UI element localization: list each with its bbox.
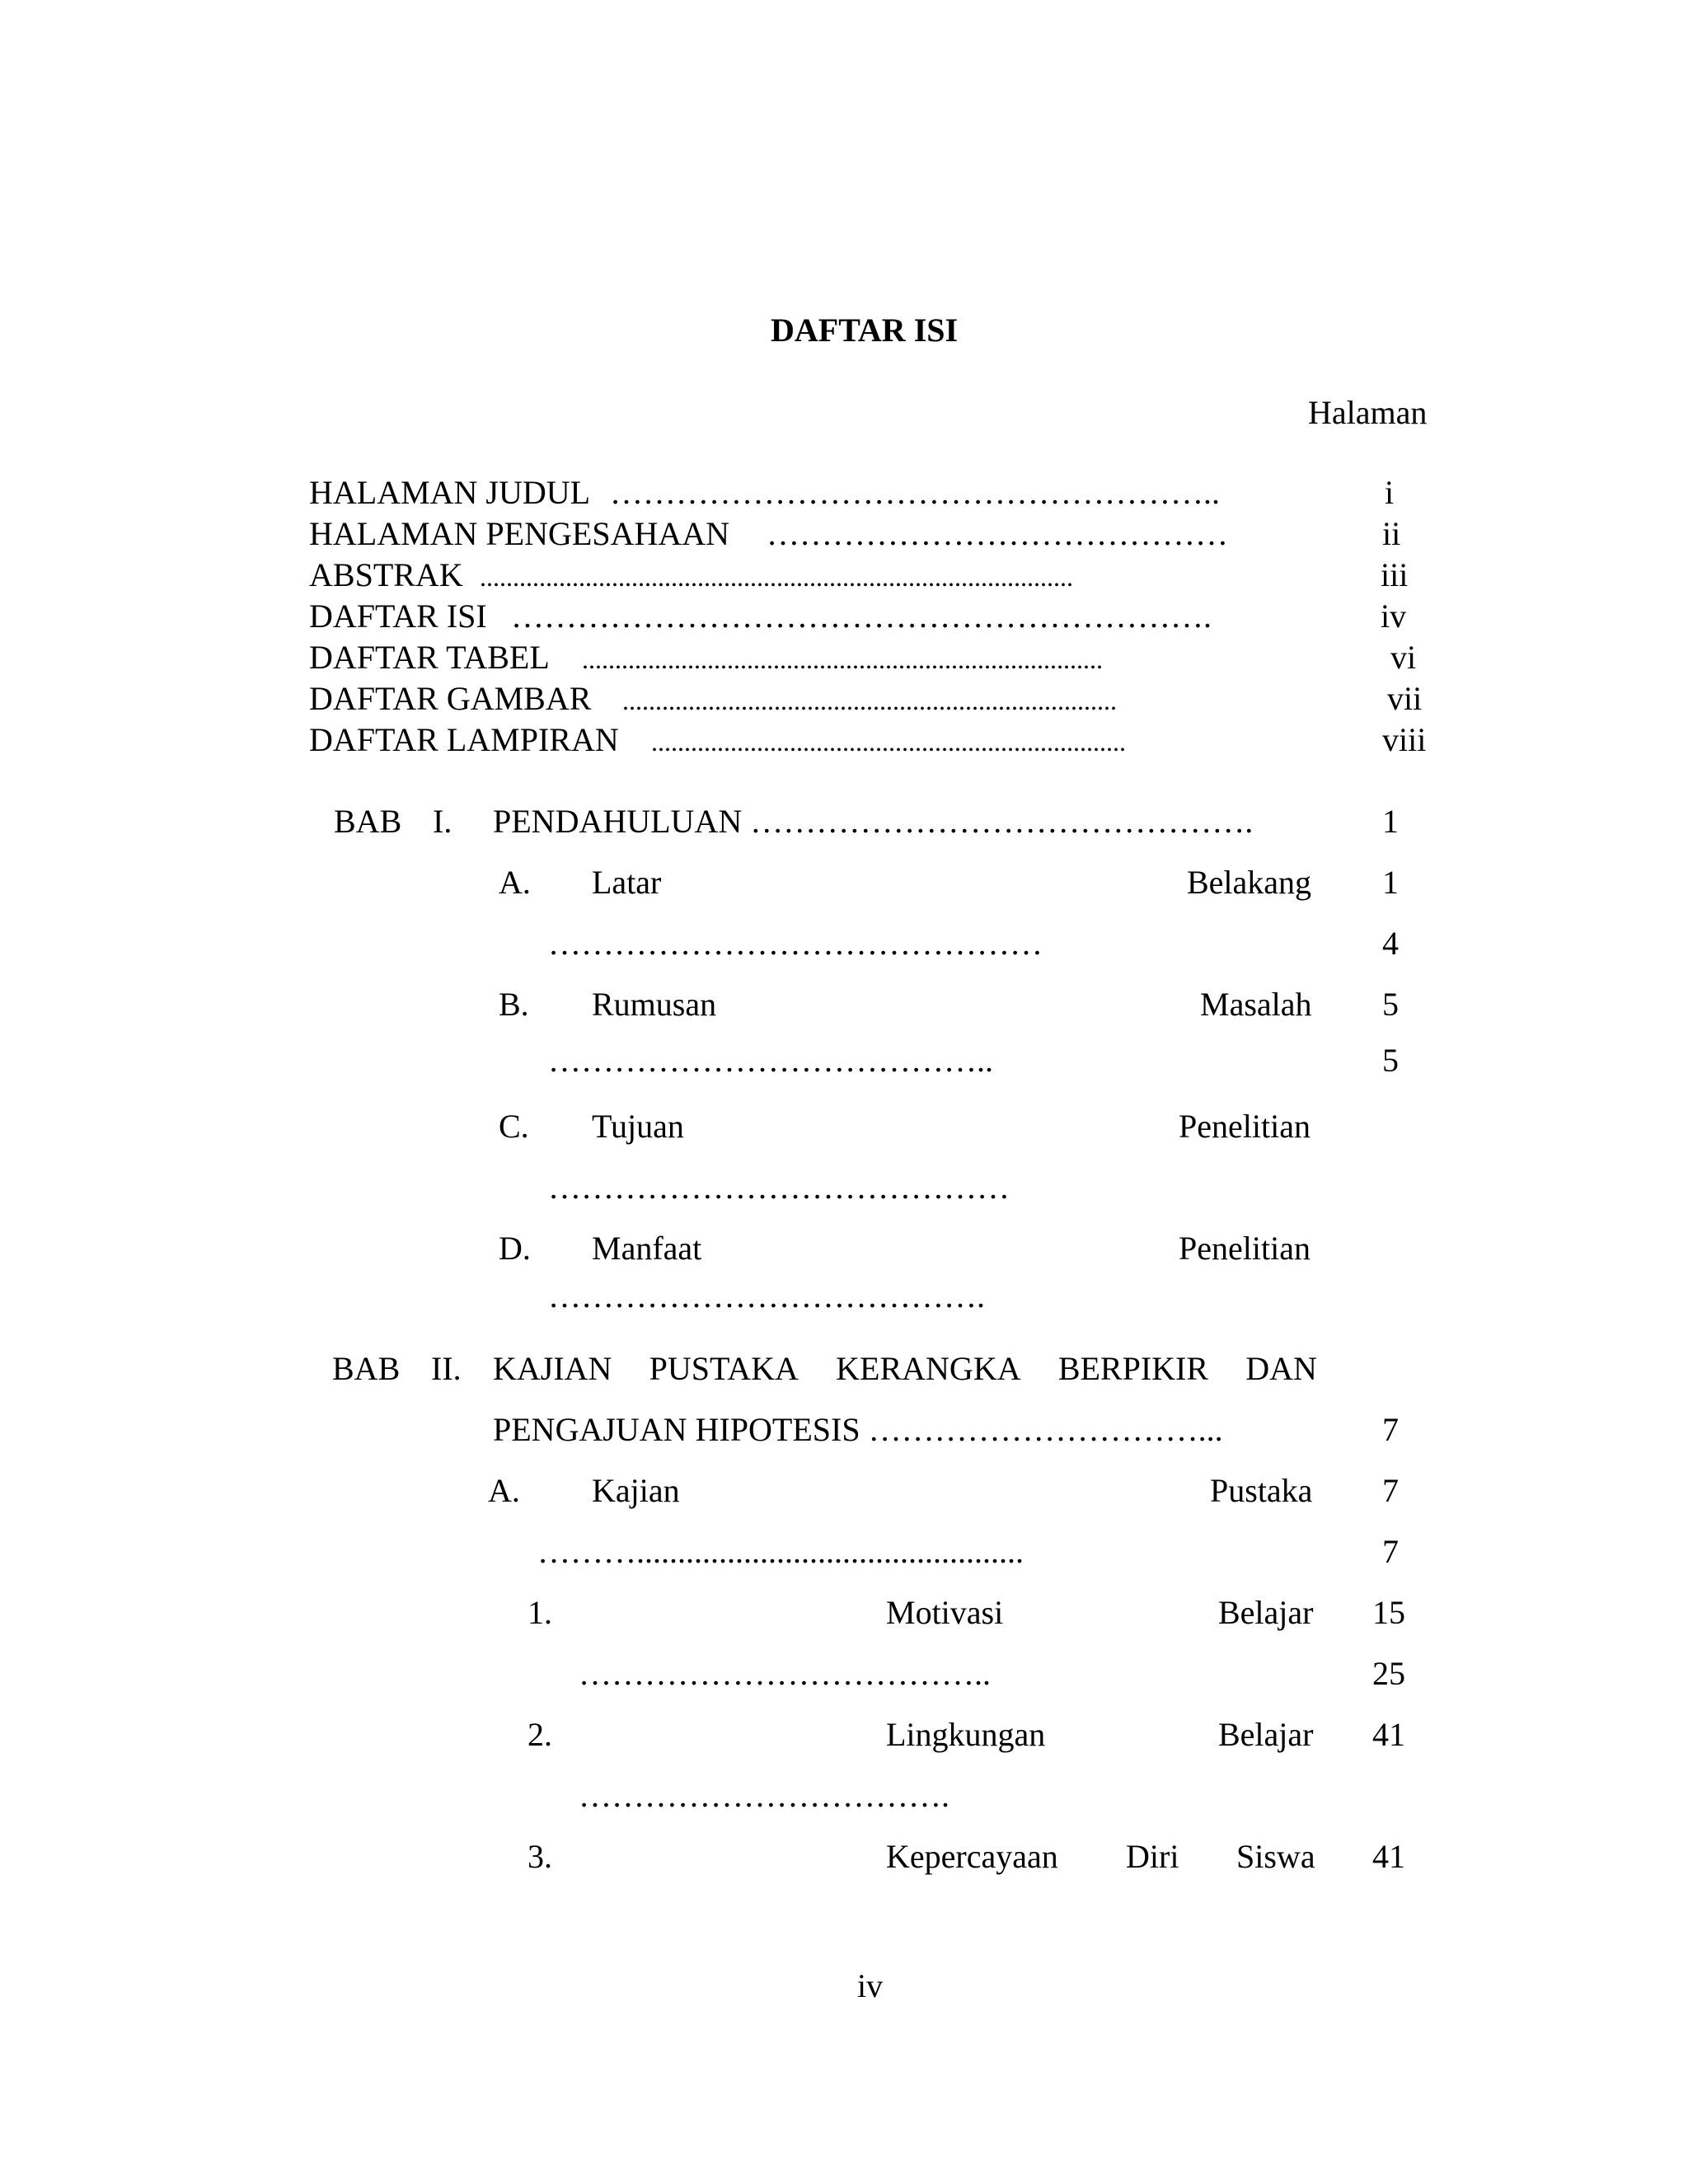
subsection-title-word[interactable]: Siswa [1236,1838,1315,1875]
chapter-bab: BAB [332,1350,401,1387]
section-title-word[interactable]: Masalah [1200,986,1312,1023]
subsection-number: 3. [528,1838,552,1875]
toc-entry-page: iii [1381,556,1409,593]
chapter-title-word: KERANGKA [836,1350,1021,1387]
subsection-dots: ……………………………. [579,1777,950,1814]
subsection-page: 15 [1372,1594,1405,1631]
section-dots: ………............................................... [537,1533,1024,1570]
section-page: 5 [1382,1042,1399,1079]
chapter-title-word: KAJIAN [493,1350,612,1387]
section-dots: …………………………………. [548,1277,985,1315]
subsection-number: 2. [528,1716,552,1753]
section-title-word[interactable]: Belakang [1187,864,1312,901]
toc-entry-dots: ........................................................................... [622,686,1117,715]
subsection-page: 25 [1372,1655,1405,1692]
section-letter: A. [488,1472,520,1509]
section-title-word[interactable]: Tujuan [592,1108,684,1145]
section-page: 7 [1382,1472,1399,1509]
section-title-word[interactable]: Kajian [592,1472,680,1509]
section-letter: A. [499,864,531,901]
chapter-bab: BAB [334,803,402,840]
chapter-title-word: PUSTAKA [649,1350,799,1387]
chapter-page: 7 [1382,1411,1399,1448]
section-title-word[interactable]: Manfaat [592,1230,702,1267]
subsection-title-word[interactable]: Lingkungan [886,1716,1046,1753]
chapter-page: 1 [1382,803,1399,840]
section-title-word[interactable]: Penelitian [1179,1230,1311,1267]
toc-entry-dots: .......................................................................................... [480,562,1073,592]
toc-entry-page: iv [1381,598,1407,635]
section-title-word[interactable]: Penelitian [1179,1108,1311,1145]
section-page: 7 [1382,1533,1399,1570]
toc-entry-dots: …………………………………… [767,515,1228,552]
toc-entry-page: ii [1382,515,1401,552]
toc-entry-label: DAFTAR ISI [309,598,487,635]
toc-entry-page: viii [1382,721,1427,758]
chapter-title-word: DAN [1245,1350,1317,1387]
subsection-number: 1. [528,1594,552,1631]
section-dots: …………………………………… [548,1169,1010,1206]
chapter-number: I. [433,803,452,840]
chapter-title-line2[interactable]: PENGAJUAN HIPOTESIS …………………………... [493,1411,1223,1448]
subsection-title-word[interactable]: Motivasi [886,1594,1004,1631]
chapter-title-line1[interactable] [493,1352,1317,1385]
toc-entry-page: i [1385,474,1395,511]
section-letter: C. [499,1108,529,1145]
toc-entry-label: DAFTAR LAMPIRAN [309,721,619,758]
toc-entry-dots: ………………………………………………………. [511,598,1212,635]
chapter-number: II. [431,1350,462,1387]
toc-entry-dots: ........................................................................ [651,727,1126,757]
subsection-page: 41 [1372,1838,1405,1875]
toc-entry-dots: ............................................................................... [582,644,1103,674]
section-title-word[interactable]: Pustaka [1210,1472,1313,1509]
toc-entry-label: DAFTAR GAMBAR [309,680,592,717]
toc-entry-label: HALAMAN JUDUL [309,474,591,511]
page-number: iv [857,1967,884,2004]
section-dots: ……………………………………… [548,925,1043,962]
subsection-dots: ……………………………….. [579,1655,991,1692]
subsection-page: 41 [1372,1716,1405,1753]
toc-entry-dots: ……………………………………………….. [610,474,1220,511]
page-title: DAFTAR ISI [771,312,959,349]
subsection-title-word[interactable]: Diri [1126,1838,1179,1875]
chapter-title-word: BERPIKIR [1057,1350,1209,1387]
section-dots: ………………………………….. [548,1042,993,1079]
section-title-word[interactable]: Rumusan [592,986,717,1023]
section-letter: B. [499,986,529,1023]
section-letter: D. [499,1230,531,1267]
section-title-word[interactable]: Latar [592,864,662,901]
toc-entry-label: ABSTRAK [309,556,463,593]
toc-entry-page: vi [1390,639,1417,676]
section-page: 1 [1382,864,1399,901]
section-page: 4 [1382,925,1399,962]
toc-entry-label: HALAMAN PENGESAHAAN [309,515,729,552]
toc-entry-page: vii [1387,680,1423,717]
subsection-title-word[interactable]: Kepercayaan [886,1838,1058,1875]
halaman-label: Halaman [1308,394,1428,431]
subsection-title-word[interactable]: Belajar [1218,1594,1314,1631]
section-page: 5 [1382,986,1399,1023]
subsection-title-word[interactable]: Belajar [1218,1716,1314,1753]
chapter-title[interactable]: PENDAHULUAN ………………………………………. [493,803,1254,840]
toc-entry-label: DAFTAR TABEL [309,639,550,676]
